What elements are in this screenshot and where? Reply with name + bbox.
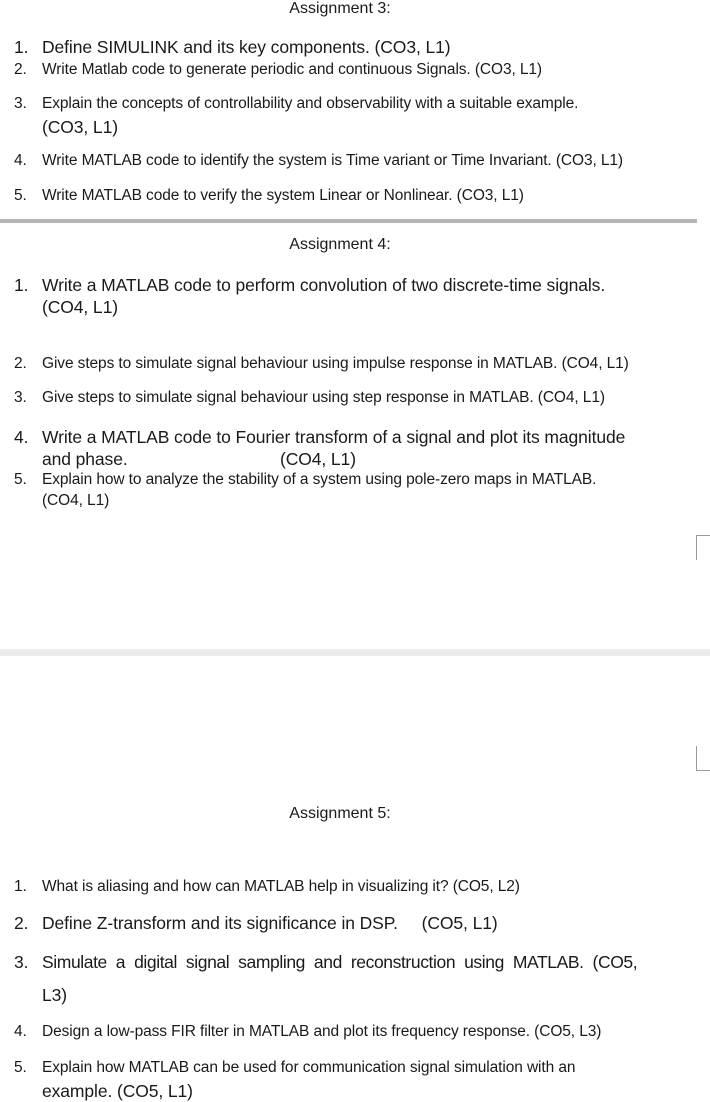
question-number: 5. [14,471,27,488]
page-corner-mark [696,746,710,771]
question-number: 3. [14,952,29,972]
question-text: Explain the concepts of controllability and observability with a suitable example. [42,95,579,112]
question-text: Write MATLAB code to verify the system Linear or Nonlinear. (CO3, L1) [42,187,524,204]
question-text: Simulate a digital signal sampling and reconstruction using MATLAB. (CO5, [42,952,638,972]
question-text: Explain how to analyze the stability of a system using pole-zero maps in MATLAB. [42,471,597,488]
question-number: 1. [14,275,29,295]
question-text: Give steps to simulate signal behaviour using step response in MATLAB. (CO4, L1) [42,389,605,406]
assignment-3-heading: Assignment 3: [289,0,391,17]
question-number: 4. [14,1023,27,1040]
page-corner-mark [696,535,710,560]
question-number: 4. [14,427,29,447]
page-break [0,649,710,656]
question-text: Write MATLAB code to identify the system is Time variant or Time Invariant. (CO3, L1) [42,152,623,169]
question-number: 2. [14,913,29,933]
question-number: 1. [14,878,27,895]
question-text: What is aliasing and how can MATLAB help in visualizing it? (CO5, L2) [42,878,520,895]
question-text-continued: and phase. (CO4, L1) [42,449,356,469]
question-text: Write a MATLAB code to perform convolution of two discrete-time signals. [42,275,606,295]
question-text: Design a low-pass FIR filter in MATLAB and plot its frequency response. (CO5, L3) [42,1023,602,1040]
question-number: 5. [14,1059,27,1076]
question-text: Write a MATLAB code to Fourier transform of a signal and plot its magnitude [42,427,626,447]
question-number: 2. [14,61,27,78]
question-text-continued: (CO4, L1) [42,492,110,509]
question-number: 4. [14,152,27,169]
question-number: 5. [14,187,27,204]
assignment-5-heading: Assignment 5: [289,805,391,822]
question-text: Give steps to simulate signal behaviour using impulse response in MATLAB. (CO4, L1) [42,355,629,372]
page-divider [0,219,697,223]
assignment-4-heading: Assignment 4: [289,236,391,253]
question-number: 1. [14,37,29,57]
question-text-continued: (CO3, L1) [42,117,118,137]
question-text-continued: example. (CO5, L1) [42,1081,193,1101]
question-number: 3. [14,389,27,406]
question-text-continued: (CO4, L1) [42,297,118,317]
question-text: Explain how MATLAB can be used for communication signal simulation with an [42,1059,576,1076]
question-text: Write Matlab code to generate periodic and continuous Signals. (CO3, L1) [42,61,542,78]
question-text-continued: L3) [42,985,67,1005]
question-number: 2. [14,355,27,372]
question-number: 3. [14,95,27,112]
question-text: Define Z-transform and its significance in DSP. (CO5, L1) [42,913,498,933]
question-text: Define SIMULINK and its key components. (CO3, L1) [42,37,451,57]
